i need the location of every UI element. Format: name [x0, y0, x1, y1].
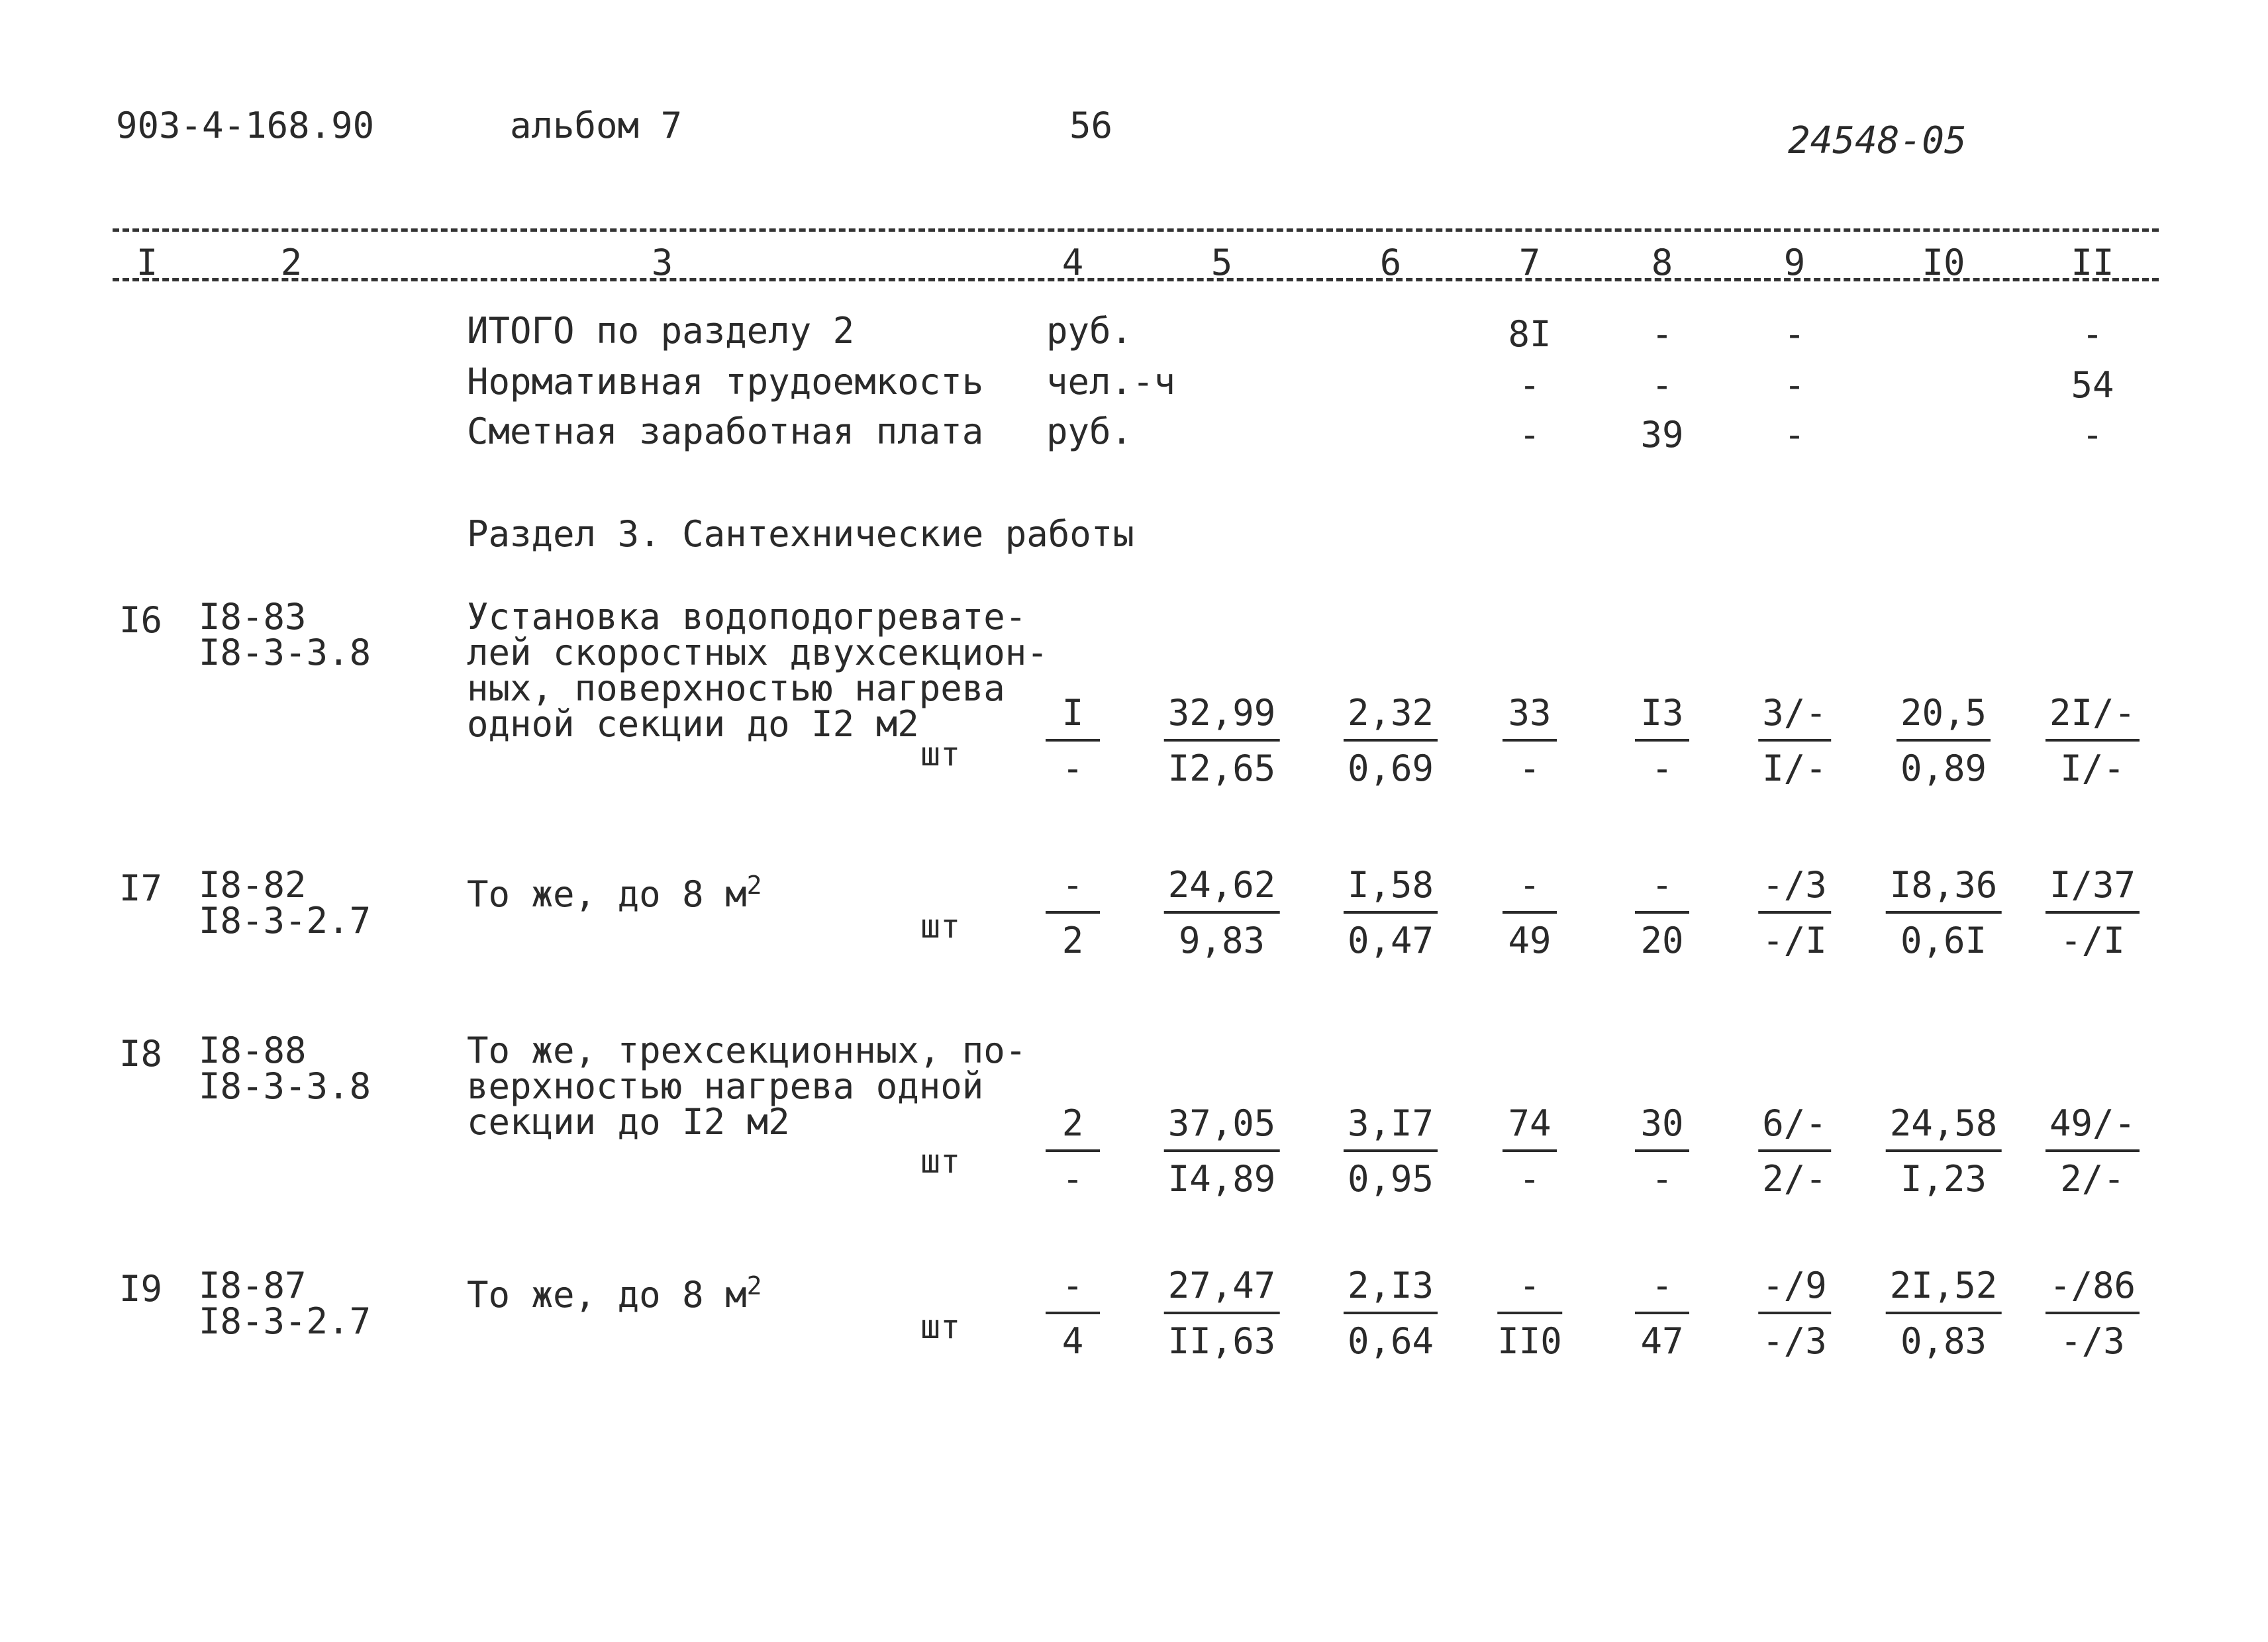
- fraction-denominator: 0,6I: [1900, 920, 1987, 961]
- fraction-denominator: 0,89: [1900, 748, 1987, 789]
- value-fraction: [1635, 1265, 1689, 1362]
- fraction-numerator: -/3: [1758, 867, 1831, 914]
- summary-col-7: -: [1518, 364, 1541, 406]
- value-fraction: [1344, 864, 1438, 961]
- summary-col-9: -: [1783, 414, 1806, 456]
- fraction-denominator: 0,95: [1347, 1158, 1434, 1200]
- value-fraction: [1046, 864, 1100, 961]
- value-fraction: [1503, 692, 1557, 789]
- rate-code: [199, 864, 371, 942]
- value-fraction: [1344, 1102, 1438, 1200]
- measure-unit: шт: [920, 735, 961, 773]
- value-fraction: [1503, 1102, 1557, 1200]
- value-fraction: [1344, 1265, 1438, 1362]
- value-fraction: [1164, 1265, 1280, 1362]
- description-line: [467, 1101, 1026, 1143]
- work-description: [467, 596, 1048, 745]
- section-title: Раздел 3. Сантехнические работы: [467, 513, 1134, 555]
- fraction-denominator: 0,64: [1347, 1320, 1434, 1362]
- fraction-numerator: I8,36: [1886, 867, 2002, 914]
- fraction-numerator: 2I/-: [2046, 695, 2140, 742]
- value-fraction: [1046, 1102, 1100, 1200]
- description-line: [467, 1268, 762, 1316]
- summary-col-8: -: [1651, 313, 1673, 355]
- value-fraction: [1886, 1265, 2002, 1362]
- description-text: верхностью нагрева одной: [467, 1065, 984, 1107]
- fraction-denominator: -: [1061, 1158, 1084, 1200]
- fraction-denominator: I2,65: [1167, 748, 1276, 789]
- unit-superscript: 2: [746, 871, 762, 900]
- fraction-denominator: -: [1651, 1158, 1673, 1200]
- handwritten-code: 24548-05: [1788, 119, 1967, 162]
- rate-code: [199, 1265, 371, 1342]
- value-fraction: [1635, 692, 1689, 789]
- rate-code-line: I8-87: [199, 1265, 307, 1306]
- fraction-numerator: 2I,52: [1886, 1268, 2002, 1314]
- value-fraction: [1635, 1102, 1689, 1200]
- fraction-denominator: I,23: [1900, 1158, 1987, 1200]
- summary-col-8: -: [1651, 364, 1673, 406]
- unit-superscript: 2: [746, 1271, 762, 1300]
- description-text: секции до I2 м2: [467, 1101, 790, 1143]
- row-number: I8: [119, 1033, 163, 1075]
- column-number: 4: [1061, 242, 1084, 283]
- header-bottom-rule: [113, 278, 2159, 281]
- fraction-denominator: -: [1518, 748, 1541, 789]
- summary-col-7: 8I: [1508, 313, 1552, 355]
- fraction-numerator: 20,5: [1897, 695, 1991, 742]
- summary-label: Сметная заработная плата: [467, 410, 984, 452]
- value-fraction: [1758, 864, 1831, 961]
- fraction-numerator: 2,I3: [1344, 1268, 1438, 1314]
- fraction-numerator: -: [1635, 1268, 1689, 1314]
- value-fraction: [1758, 1102, 1831, 1200]
- page-number: 56: [1069, 105, 1113, 146]
- fraction-numerator: 2,32: [1344, 695, 1438, 742]
- fraction-numerator: I,58: [1344, 867, 1438, 914]
- summary-unit: чел.-ч: [1046, 361, 1176, 403]
- column-number: 5: [1210, 242, 1233, 283]
- column-number: II: [2071, 242, 2114, 283]
- fraction-denominator: -/I: [1762, 920, 1827, 961]
- fraction-numerator: 37,05: [1164, 1106, 1280, 1152]
- fraction-numerator: 2: [1046, 1106, 1100, 1152]
- fraction-numerator: 32,99: [1164, 695, 1280, 742]
- column-number: 7: [1518, 242, 1541, 283]
- measure-unit: шт: [920, 1308, 961, 1346]
- rate-code-line: I8-3-3.8: [199, 632, 371, 673]
- fraction-numerator: 24,62: [1164, 867, 1280, 914]
- fraction-numerator: -: [1046, 1268, 1100, 1314]
- value-fraction: [2046, 692, 2140, 789]
- value-fraction: [1164, 692, 1280, 789]
- fraction-numerator: -/86: [2046, 1268, 2140, 1314]
- rate-code-line: I8-3-2.7: [199, 900, 371, 942]
- description-text: одной секции до I2 м2: [467, 703, 919, 745]
- rate-code: [199, 596, 371, 673]
- summary-col-9: -: [1783, 313, 1806, 355]
- summary-col-8: 39: [1640, 414, 1684, 456]
- fraction-numerator: 24,58: [1886, 1106, 2002, 1152]
- album-label: альбом 7: [510, 105, 683, 146]
- summary-label: Нормативная трудоемкость: [467, 361, 984, 403]
- summary-unit: руб.: [1046, 410, 1133, 452]
- description-text: Установка водоподогревате-: [467, 596, 1027, 638]
- column-number: 3: [651, 242, 673, 283]
- document-code: 903-4-168.90: [116, 105, 375, 146]
- fraction-numerator: -/9: [1758, 1268, 1831, 1314]
- fraction-denominator: II,63: [1167, 1320, 1276, 1362]
- value-fraction: [2046, 1265, 2140, 1362]
- fraction-denominator: II0: [1497, 1320, 1562, 1362]
- fraction-denominator: 2/-: [2060, 1158, 2125, 1200]
- value-fraction: [1758, 692, 1831, 789]
- row-number: I6: [119, 599, 163, 641]
- fraction-denominator: -/3: [2060, 1320, 2125, 1362]
- value-fraction: [1635, 864, 1689, 961]
- value-fraction: [2046, 864, 2140, 961]
- fraction-numerator: -: [1497, 1268, 1562, 1314]
- description-line: [467, 867, 762, 915]
- fraction-denominator: 9,83: [1178, 920, 1265, 961]
- summary-col-9: -: [1783, 364, 1806, 406]
- fraction-numerator: I: [1046, 695, 1100, 742]
- row-number: I9: [119, 1268, 163, 1310]
- fraction-numerator: -: [1635, 867, 1689, 914]
- value-fraction: [1344, 692, 1438, 789]
- summary-label: ИТОГО по разделу 2: [467, 310, 855, 352]
- value-fraction: [1046, 1265, 1100, 1362]
- fraction-numerator: 3,I7: [1344, 1106, 1438, 1152]
- summary-col-11: 54: [2071, 364, 2114, 406]
- description-text: лей скоростных двухсекцион-: [467, 632, 1048, 673]
- work-description: [467, 1030, 1027, 1143]
- fraction-denominator: I4,89: [1167, 1158, 1276, 1200]
- rate-code-line: I8-82: [199, 864, 307, 906]
- fraction-numerator: 74: [1503, 1106, 1557, 1152]
- fraction-numerator: 33: [1503, 695, 1557, 742]
- rate-code: [199, 1030, 371, 1107]
- measure-unit: шт: [920, 1142, 961, 1181]
- value-fraction: [1497, 1265, 1562, 1362]
- fraction-numerator: 30: [1635, 1106, 1689, 1152]
- description-line: [467, 1030, 1027, 1071]
- column-number: I0: [1922, 242, 1965, 283]
- value-fraction: [1164, 864, 1280, 961]
- fraction-numerator: -: [1503, 867, 1557, 914]
- fraction-denominator: 49: [1508, 920, 1552, 961]
- column-number: I: [136, 242, 158, 283]
- rate-code-line: I8-88: [199, 1030, 307, 1071]
- summary-col-11: -: [2081, 313, 2104, 355]
- fraction-numerator: I/37: [2046, 867, 2140, 914]
- rate-code-line: I8-83: [199, 596, 307, 638]
- value-fraction: [2046, 1102, 2140, 1200]
- column-number: 6: [1379, 242, 1402, 283]
- fraction-numerator: I3: [1635, 695, 1689, 742]
- summary-col-7: -: [1518, 414, 1541, 456]
- fraction-denominator: 4: [1061, 1320, 1084, 1362]
- column-number: 9: [1783, 242, 1806, 283]
- description-text: ных, поверхностью нагрева: [467, 667, 1005, 709]
- fraction-denominator: 2/-: [1762, 1158, 1827, 1200]
- fraction-numerator: 27,47: [1164, 1268, 1280, 1314]
- fraction-denominator: -: [1061, 748, 1084, 789]
- description-line: [467, 632, 1048, 673]
- fraction-denominator: I/-: [2060, 748, 2125, 789]
- fraction-numerator: 3/-: [1758, 695, 1831, 742]
- description-text: То же, до 8 м: [467, 1274, 747, 1316]
- fraction-denominator: 0,69: [1347, 748, 1434, 789]
- value-fraction: [1046, 692, 1100, 789]
- fraction-numerator: 6/-: [1758, 1106, 1831, 1152]
- fraction-numerator: 49/-: [2046, 1106, 2140, 1152]
- value-fraction: [1897, 692, 1991, 789]
- value-fraction: [1758, 1265, 1831, 1362]
- description-line: [467, 596, 1048, 638]
- rate-code-line: I8-3-3.8: [199, 1065, 371, 1107]
- fraction-denominator: -: [1651, 748, 1673, 789]
- summary-col-11: -: [2081, 414, 2104, 456]
- measure-unit: шт: [920, 907, 961, 945]
- description-line: [467, 667, 1048, 709]
- work-description: [467, 867, 762, 915]
- fraction-denominator: 2: [1061, 920, 1084, 961]
- fraction-denominator: 0,47: [1347, 920, 1434, 961]
- value-fraction: [1164, 1102, 1280, 1200]
- description-line: [467, 1065, 1026, 1107]
- fraction-denominator: I/-: [1762, 748, 1827, 789]
- fraction-denominator: -/3: [1762, 1320, 1827, 1362]
- header-top-rule: [113, 228, 2159, 232]
- value-fraction: [1886, 1102, 2002, 1200]
- work-description: [467, 1268, 762, 1316]
- row-number: I7: [119, 867, 163, 909]
- fraction-numerator: -: [1046, 867, 1100, 914]
- column-number: 2: [280, 242, 303, 283]
- rate-code-line: I8-3-2.7: [199, 1300, 371, 1342]
- description-text: То же, трехсекционных, по-: [467, 1030, 1027, 1071]
- fraction-denominator: 47: [1640, 1320, 1684, 1362]
- value-fraction: [1503, 864, 1557, 961]
- fraction-denominator: 0,83: [1900, 1320, 1987, 1362]
- description-text: То же, до 8 м: [467, 873, 747, 915]
- fraction-denominator: -: [1518, 1158, 1541, 1200]
- summary-unit: руб.: [1046, 310, 1133, 352]
- column-number: 8: [1651, 242, 1673, 283]
- description-line: [467, 703, 1048, 745]
- fraction-denominator: 20: [1640, 920, 1684, 961]
- fraction-denominator: -/I: [2060, 920, 2125, 961]
- value-fraction: [1886, 864, 2002, 961]
